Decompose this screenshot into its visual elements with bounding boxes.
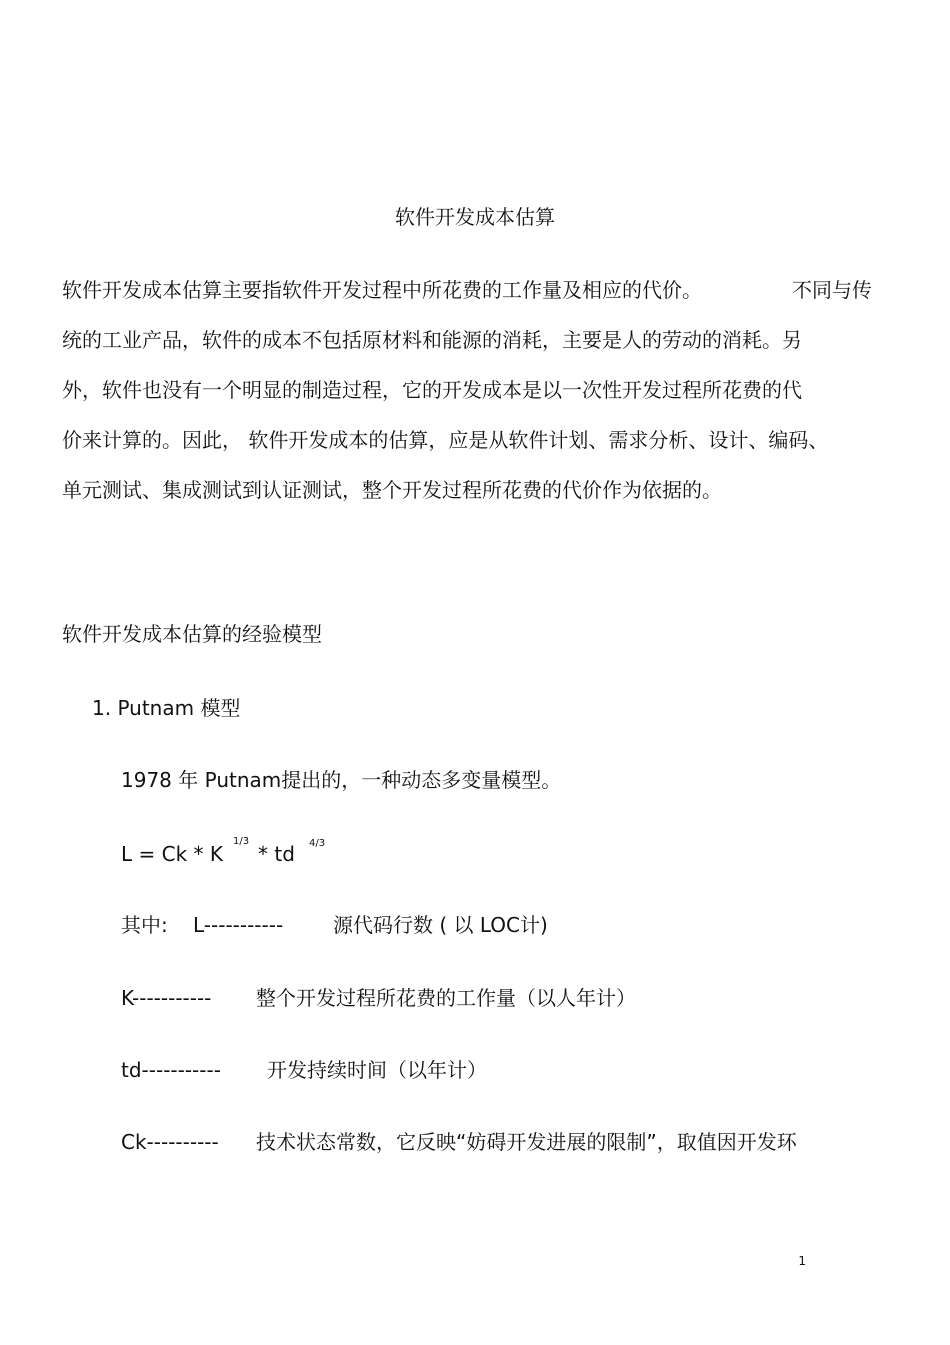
formula-exponent-1: 1/3 <box>233 836 250 847</box>
intro-line-3: 外，软件也没有一个明显的制造过程，它的开发成本是以一次性开发过程所花费的代 <box>62 378 802 402</box>
definition-L-term: L----------- <box>193 913 284 937</box>
intro-line-5: 单元测试、集成测试到认证测试，整个开发过程所花费的代价作为依据的。 <box>62 478 722 502</box>
formula-part-2: * td <box>258 842 295 866</box>
document-title: 软件开发成本估算 <box>395 205 555 229</box>
page-number: 1 <box>798 1254 806 1268</box>
definition-K-desc: 整个开发过程所花费的工作量（以人年计） <box>256 986 636 1010</box>
intro-line-1-tail: 不同与传 <box>792 278 872 302</box>
intro-line-4: 价来计算的。因此， 软件开发成本的估算，应是从软件计划、需求分析、设计、编码、 <box>62 428 829 452</box>
definition-td-desc: 开发持续时间（以年计） <box>267 1058 487 1082</box>
intro-line-1: 软件开发成本估算主要指软件开发过程中所花费的工作量及相应的代价。 <box>62 278 702 302</box>
definitions-prefix: 其中: <box>121 913 168 937</box>
formula-exponent-2: 4/3 <box>309 838 326 849</box>
definition-L-desc: 源代码行数 ( 以 LOC计) <box>333 913 548 937</box>
definition-Ck-term: Ck---------- <box>121 1130 219 1154</box>
intro-line-2: 统的工业产品，软件的成本不包括原材料和能源的消耗，主要是人的劳动的消耗。另 <box>62 328 802 352</box>
definition-td-term: td----------- <box>121 1058 221 1082</box>
list-item-putnam: 1. Putnam 模型 <box>92 696 241 720</box>
formula-part-1: L = Ck * K <box>121 842 223 866</box>
definition-K-term: K----------- <box>121 986 212 1010</box>
section-heading: 软件开发成本估算的经验模型 <box>62 622 322 646</box>
putnam-intro: 1978 年 Putnam提出的，一种动态多变量模型。 <box>121 768 562 792</box>
definition-Ck-desc: 技术状态常数，它反映“妨碍开发进展的限制”，取值因开发环 <box>256 1130 797 1154</box>
